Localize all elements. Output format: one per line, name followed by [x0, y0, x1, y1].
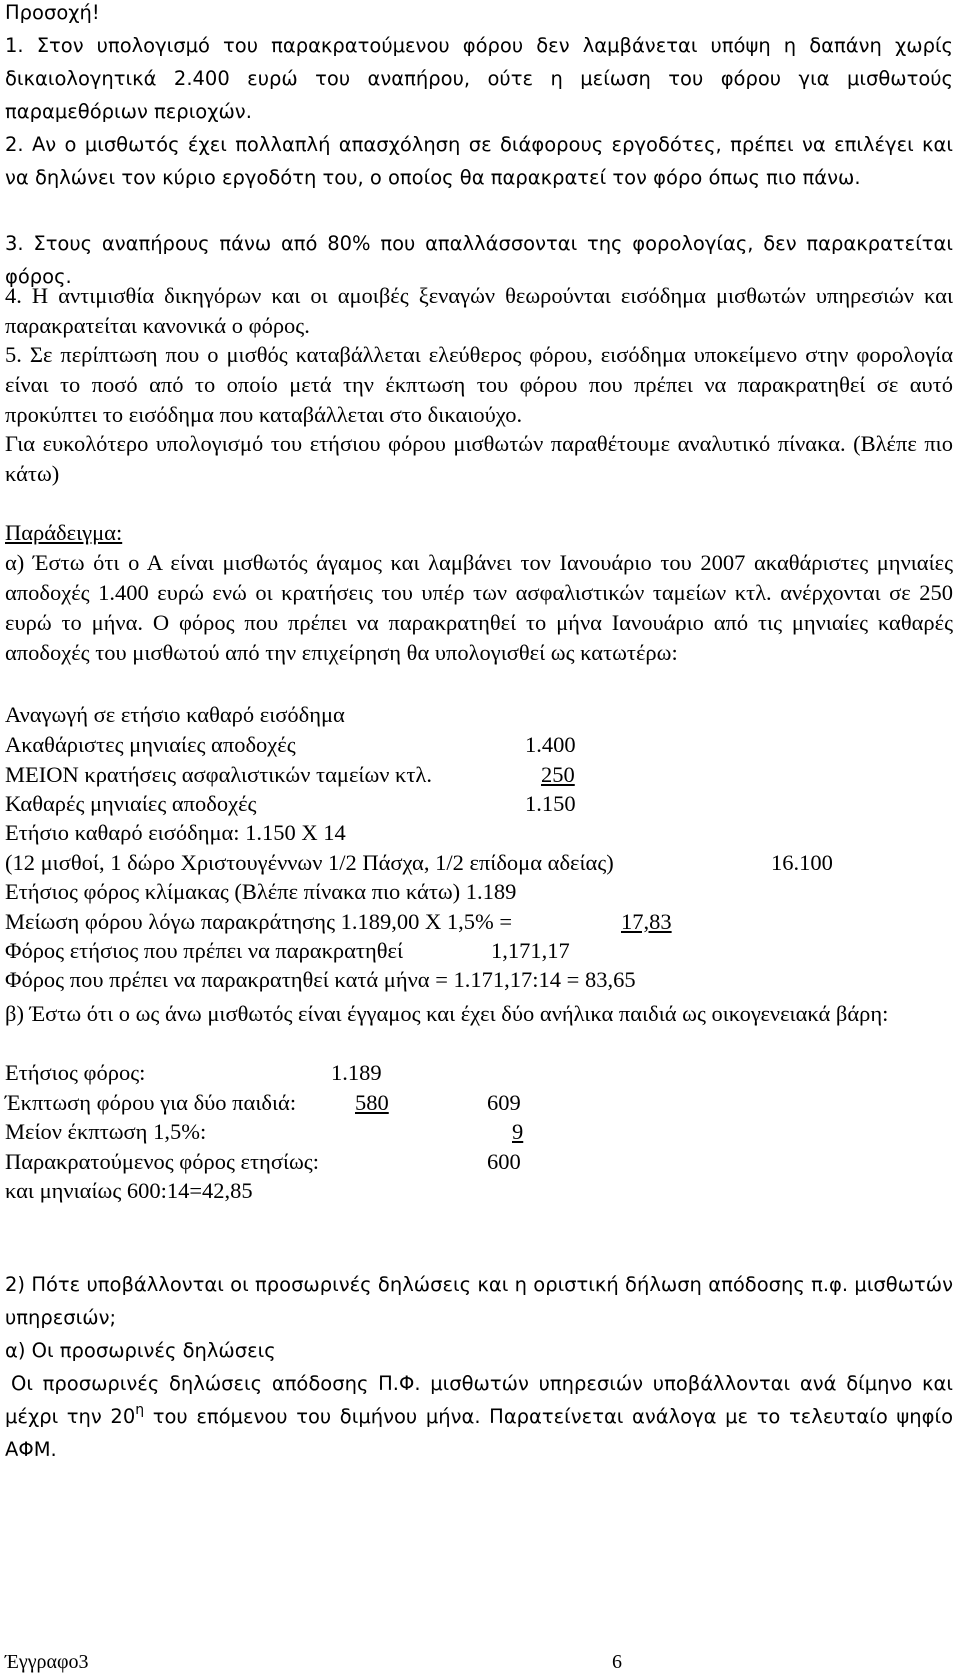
warning-heading: Προσοχή!	[5, 1, 100, 24]
example-b-intro: β) Έστω ότι ο ως άνω μισθωτός είναι έγγαμος και έχει δύο ανήλικα παιδιά ως οικογενειακά βάρη:	[5, 1001, 889, 1026]
reduction-row	[5, 907, 953, 937]
withheld-value: 1,171,17	[491, 938, 570, 963]
salaries-row	[5, 848, 953, 878]
calc-row-value: 609	[487, 1090, 521, 1115]
withheld-label: Φόρος ετήσιος που πρέπει να παρακρατηθεί	[5, 938, 404, 963]
note-5: 5. Σε περίπτωση που ο μισθός καταβάλλεται ελεύθερος φόρου, εισόδημα υποκείμενο στην φορολογία είναι το ποσό από το οποίο μετά την έκπτωση του φόρου που πρέπει να παρακρατηθεί σε αυτό προκύπτει το εισόδημα που καταβάλλεται στο δικαιούχο.	[5, 342, 953, 427]
reduction-label: Μείωση φόρου λόγω παρακράτησης 1.189,00 Χ 1,5% =	[5, 909, 513, 934]
calc-row	[5, 789, 953, 819]
table-note: Για ευκολότερο υπολογισμό του ετήσιου φόρου μισθωτών παραθέτουμε αναλυτικό πίνακα. (Βλέπε πιο κάτω)	[5, 431, 953, 486]
calc-row-value: 600	[487, 1149, 521, 1174]
calc-row-label: Καθαρές μηνιαίες αποδοχές	[5, 791, 257, 816]
section-2-text	[5, 1367, 953, 1466]
calc-row	[5, 1088, 953, 1118]
footer-doc-name: Έγγραφο3	[5, 1651, 89, 1673]
footer-page-number: 6	[612, 1651, 622, 1673]
calc-row-label: ΜΕΙΟΝ κρατήσεις ασφαλιστικών ταμείων κτλ.	[5, 762, 432, 787]
salaries-label: (12 μισθοί, 1 δώρο Χριστουγέννων 1/2 Πάσχα, 1/2 επίδομα αδείας)	[5, 850, 614, 875]
section-2-sub-heading: α) Οι προσωρινές δηλώσεις	[5, 1339, 276, 1362]
salaries-value: 16.100	[771, 850, 833, 875]
calc-row-value: 1.150	[525, 791, 576, 816]
calc-row-label: Ετήσιος φόρος:	[5, 1060, 146, 1085]
note-3: 3. Στους αναπήρους πάνω από 80% που απαλλάσσονται της φορολογίας, δεν παρακρατείται φόρος.	[5, 232, 953, 288]
example-a-intro-2: Ο φόρος που πρέπει να παρακρατηθεί το μήνα Ιανουάριο από τις μηνιαίες καθαρές αποδοχές του μισθωτού από την επιχείρηση θα υπολογισθεί ως κατωτέρω:	[5, 610, 953, 665]
example-heading: Παράδειγμα:	[5, 520, 123, 545]
calc-row-label: Μείον έκπτωση 1,5%:	[5, 1119, 207, 1144]
example-a-heading: Αναγωγή σε ετήσιο καθαρό εισόδημα	[5, 702, 345, 727]
calc-row	[5, 730, 953, 760]
section-2-question: 2) Πότε υποβάλλονται οι προσωρινές δηλώσεις και η οριστική δήλωση απόδοσης π.φ. μισθωτών υπηρεσιών;	[5, 1273, 953, 1329]
calc-row-value: 250	[541, 762, 575, 787]
calc-row-value: 9	[512, 1119, 524, 1144]
calc-row	[5, 1117, 953, 1147]
calc-row-label: Έκπτωση φόρου για δύο παιδιά:	[5, 1090, 297, 1115]
note-2: 2. Αν ο μισθωτός έχει πολλαπλή απασχόληση σε διάφορους εργοδότες, πρέπει να επιλέγει και να δηλώνει τον κύριο εργοδότη του, ο οποίος θα παρακρατεί τον φόρο όπως πιο πάνω.	[5, 133, 953, 189]
monthly-tax-line: Φόρος που πρέπει να παρακρατηθεί κατά μήνα = 1.171,17:14 = 83,65	[5, 967, 636, 992]
note-1: 1. Στον υπολογισμό του παρακρατούμενου φόρου δεν λαμβάνεται υπόψη η δαπάνη χωρίς δικαιολογητικά 2.400 ευρώ του αναπήρου, ούτε η μείωση του φόρου για μισθωτούς παραμεθόριων περιοχών.	[5, 34, 953, 123]
ordinal-superscript: η	[135, 1402, 145, 1418]
scale-tax-line: Ετήσιος φόρος κλίμακας (Βλέπε πίνακα πιο κάτω) 1.189	[5, 879, 517, 904]
calc-row-mid: 1.189	[331, 1060, 382, 1085]
example-a-intro	[5, 548, 953, 668]
calc-row	[5, 760, 953, 790]
example-a-intro-1: α) Έστω ότι ο Α είναι μισθωτός άγαμος και λαμβάνει τον Ιανουάριο του 2007 ακαθάριστες μηνιαίες αποδοχές 1.400 ευρώ ενώ οι κρατήσεις του υπέρ των ασφαλιστικών ταμείων κτλ. ανέρχονται σε 250 ευρώ το μήνα.	[5, 550, 953, 635]
withheld-row	[5, 936, 953, 966]
calc-row-label: Παρακρατούμενος φόρος ετησίως:	[5, 1149, 319, 1174]
annual-income-line: Ετήσιο καθαρό εισόδημα: 1.150 Χ 14	[5, 820, 346, 845]
calc-row-label: Ακαθάριστες μηνιαίες αποδοχές	[5, 732, 296, 757]
section-2-text-part-1: Οι προσωρινές δηλώσεις απόδοσης Π.Φ. μισθωτών υπηρεσιών υποβάλλονται ανά δίμηνο και μέχρι την 20	[5, 1372, 953, 1428]
note-4: 4. Η αντιμισθία δικηγόρων και οι αμοιβές ξεναγών θεωρούνται εισόδημα μισθωτών υπηρεσιών και παρακρατείται κανονικά ο φόρος.	[5, 283, 953, 338]
calc-row-value: 1.400	[525, 732, 576, 757]
calc-row-mid: 580	[355, 1090, 389, 1115]
reduction-value: 17,83	[621, 909, 672, 934]
calc-row	[5, 1058, 953, 1088]
monthly-b-line: και μηνιαίως 600:14=42,85	[5, 1178, 253, 1203]
section-2-text-part-2: του επόμενου του διμήνου μήνα. Παρατείνεται ανάλογα με το τελευταίο ψηφίο ΑΦΜ.	[5, 1405, 953, 1461]
calc-row	[5, 1147, 953, 1177]
